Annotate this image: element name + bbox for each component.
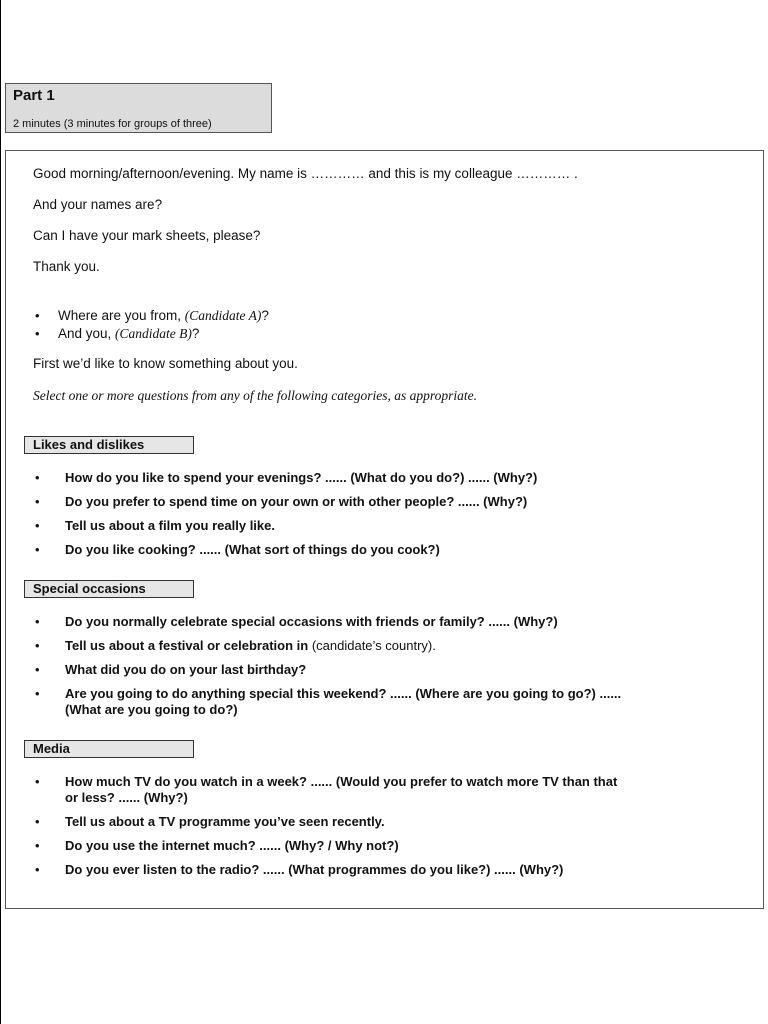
section-heading-media: Media — [24, 740, 194, 758]
bullet: • — [35, 542, 40, 557]
special-question-1: Do you normally celebrate special occasions with friends or family? ...... (Why?) — [65, 614, 558, 629]
section-heading-special: Special occasions — [24, 580, 194, 598]
bullet: • — [35, 614, 40, 629]
where-from-question — [58, 308, 269, 324]
page-left-rule — [0, 0, 1, 1024]
bullet: • — [35, 326, 40, 341]
media-question-4: Do you ever listen to the radio? ...... (What programmes do you like?) ...... (Why?) — [65, 862, 564, 877]
special-question-4-line-1: Are you going to do anything special this weekend? ...... (Where are you going to go?) ...... — [65, 686, 622, 701]
instruction-line: Select one or more questions from any of the following categories, as appropriate. — [33, 388, 477, 403]
bullet: • — [35, 308, 40, 323]
bullet: • — [35, 814, 40, 829]
where-from-text: Where are you from, — [58, 308, 185, 323]
question-mark: ? — [261, 308, 269, 323]
bullet: • — [35, 838, 40, 853]
likes-question-3: Tell us about a film you really like. — [65, 518, 275, 533]
media-question-3: Do you use the internet much? ...... (Why? / Why not?) — [65, 838, 399, 853]
and-you-text: And you, — [58, 326, 116, 341]
media-question-1-line-1: How much TV do you watch in a week? ...... (Would you prefer to watch more TV than that — [65, 774, 618, 789]
bullet: • — [35, 686, 40, 701]
know-about-line: First we’d like to know something about you. — [33, 356, 298, 371]
likes-question-2: Do you prefer to spend time on your own or with other people? ...... (Why?) — [65, 494, 528, 509]
and-you-question — [58, 326, 199, 342]
greeting-line: Good morning/afternoon/evening. My name is ………… and this is my colleague ………… . — [33, 166, 578, 181]
candidate-a-label: (Candidate A) — [184, 308, 262, 323]
bullet: • — [35, 774, 40, 789]
special-question-3: What did you do on your last birthday? — [65, 662, 307, 677]
candidate-country-placeholder: (candidate’s country). — [311, 638, 436, 653]
bullet: • — [35, 662, 40, 677]
bullet: • — [35, 862, 40, 877]
likes-question-1: How do you like to spend your evenings? ...... (What do you do?) ...... (Why?) — [65, 470, 538, 485]
candidate-b-label: (Candidate B) — [115, 326, 192, 341]
section-heading-likes: Likes and dislikes — [24, 436, 194, 454]
thank-you: Thank you. — [33, 259, 100, 274]
mark-sheets-question: Can I have your mark sheets, please? — [33, 228, 261, 243]
likes-question-4: Do you like cooking? ...... (What sort of things do you cook?) — [65, 542, 440, 557]
question-mark: ? — [191, 326, 200, 341]
bullet: • — [35, 638, 40, 653]
part-title: Part 1 — [13, 87, 55, 104]
media-question-2: Tell us about a TV programme you’ve seen recently. — [65, 814, 385, 829]
part-header-box — [5, 83, 272, 133]
special-question-4-line-2: (What are you going to do?) — [65, 702, 238, 717]
special-question-2 — [65, 638, 436, 654]
media-question-1-line-2: or less? ...... (Why?) — [65, 790, 188, 805]
bullet: • — [35, 518, 40, 533]
bullet: • — [35, 494, 40, 509]
bullet: • — [35, 470, 40, 485]
names-question: And your names are? — [33, 197, 163, 212]
part-subtitle: 2 minutes (3 minutes for groups of three) — [13, 118, 212, 130]
special-question-2-text: Tell us about a festival or celebration in — [65, 638, 312, 653]
